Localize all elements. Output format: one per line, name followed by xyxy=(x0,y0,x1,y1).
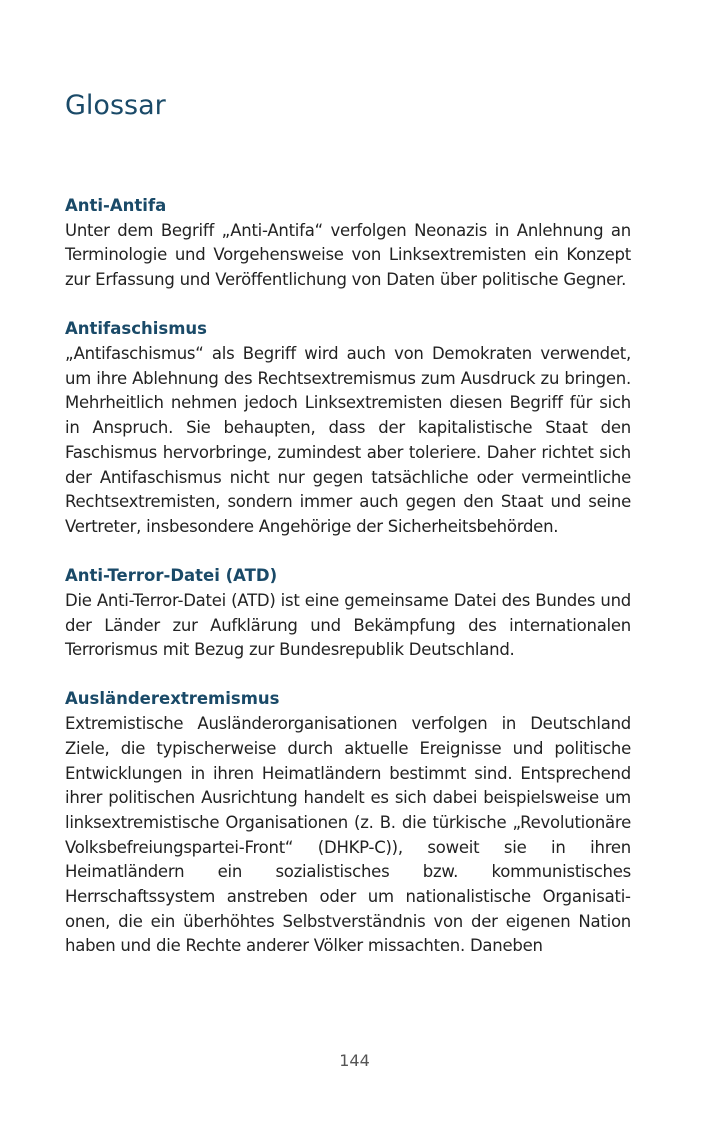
page-title: Glossar xyxy=(65,90,166,121)
glossary-definition: „Antifaschismus“ als Begriff wird auch von Demokraten verwendet, um ihre Ablehnung des Rechtsextremismus zum Ausdruck zu bringen. Mehrheitlich nehmen jedoch Linksextremisten diesen Begriff für sich in Anspruch. Sie behaupten, dass der kapitalistische Staat den Faschismus hervorbringe, zumindest aber toleriere. Daher richtet sich der Antifaschismus nicht nur gegen tatsächliche oder vermeintliche Rechtsextremisten, sondern immer auch gegen den Staat und seine Vertreter, insbesondere Angehörige der Sicherheitsbehörden. xyxy=(65,344,631,536)
glossary-term: Antifaschismus xyxy=(65,319,207,339)
glossary-list xyxy=(65,194,631,984)
glossary-entry xyxy=(65,194,631,293)
glossary-term: Ausländerextremismus xyxy=(65,689,280,709)
glossary-definition: Unter dem Begriff „Anti-Antifa“ verfolgen Neonazis in Anlehnung an Terminologie und Vorgehensweise von Linksextremisten ein Konzept zur Erfassung und Veröffentlichung von Daten über politische Gegner. xyxy=(65,220,631,290)
glossary-entry xyxy=(65,687,631,959)
glossary-term: Anti-Terror-Datei (ATD) xyxy=(65,566,278,586)
glossary-entry xyxy=(65,564,631,663)
page-number: 144 xyxy=(339,1051,370,1070)
glossary-term: Anti-Antifa xyxy=(65,196,167,215)
glossary-definition: Extremistische Ausländerorganisationen verfolgen in Deutschland Ziele, die typischerweise durch aktuelle Ereignisse und politische Entwicklungen in ihren Heimatländern bestimmt sind. Entsprechend ihrer politischen Ausrichtung handelt es sich dabei beispielsweise um linksextremistische Organisationen (z. B. die türkische „Revolutionäre Volksbefreiungspartei-Front“ (DHKP-C)), soweit sie in ihren Heimatländern ein sozialistisches bzw. kommunistisches Herrschaftssystem anstreben oder um nationalistische Organisationen, die ein überhöhtes Selbstverständnis von der eigenen Nation haben und die Rechte anderer Völker missachten. Daneben xyxy=(65,714,631,956)
glossary-definition: Die Anti-Terror-Datei (ATD) ist eine gemeinsame Datei des Bundes und der Länder zur Aufklärung und Bekämpfung des internationalen Terrorismus mit Bezug zur Bundesrepublik Deutschland. xyxy=(65,590,631,660)
glossary-entry xyxy=(65,317,631,539)
